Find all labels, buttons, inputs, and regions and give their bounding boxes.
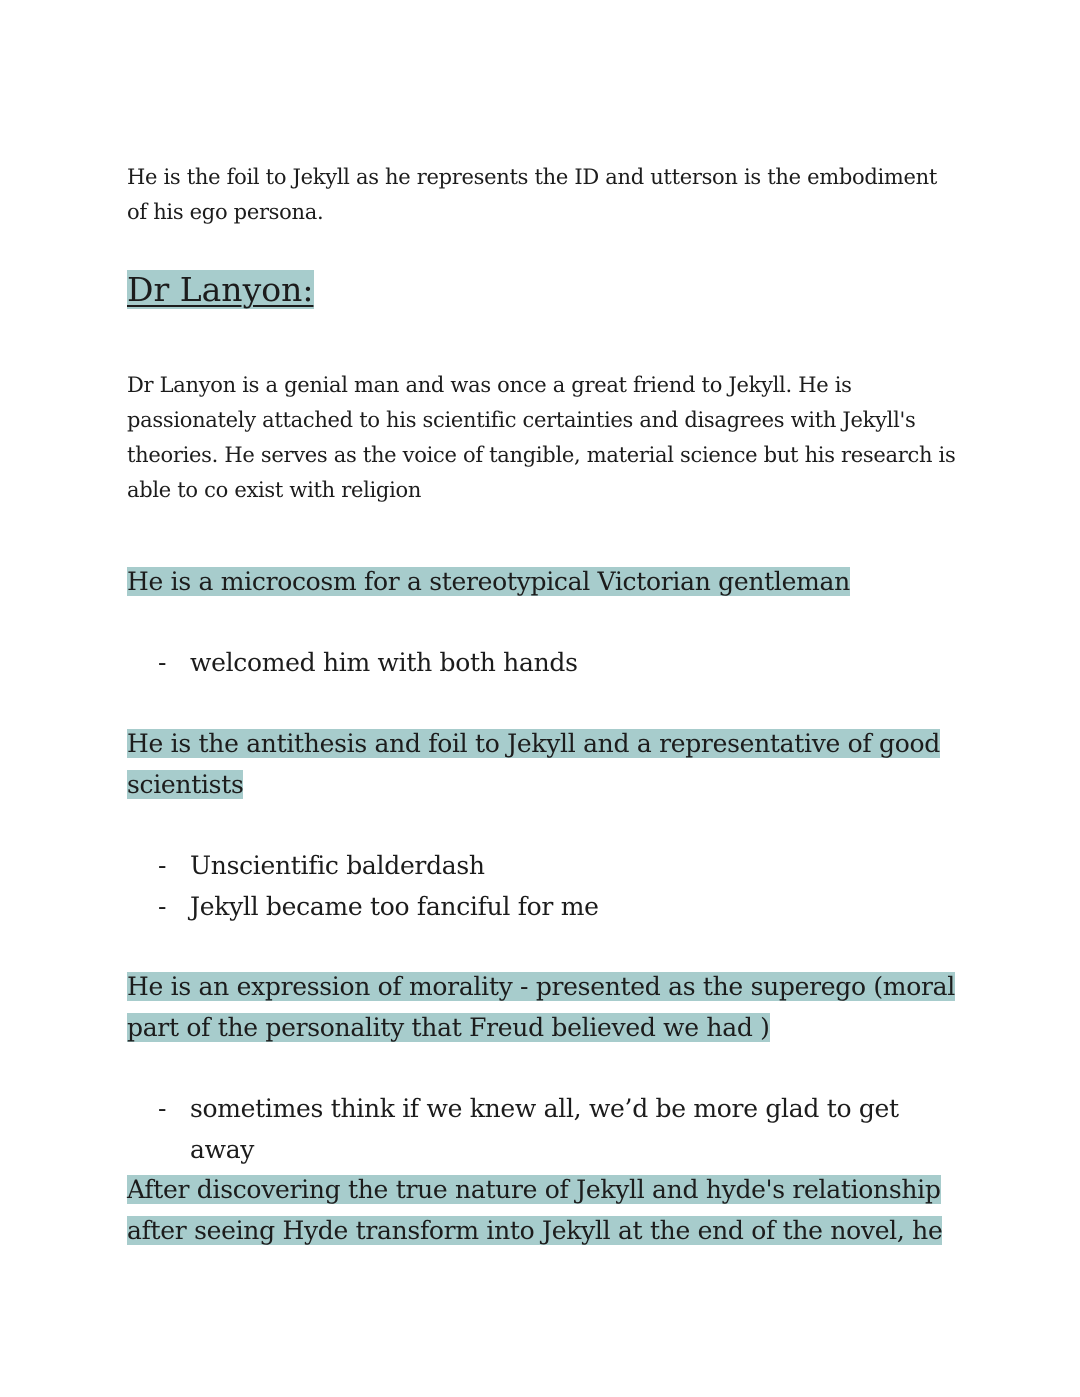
quote-text: welcomed him with both hands xyxy=(190,648,578,677)
highlighted-statement: After discovering the true nature of Jekyll and hyde's relationship after seeing Hyde transform into Jekyll at the end of the novel, he xyxy=(127,1175,943,1245)
point-statement-3 xyxy=(127,966,957,1048)
highlighted-statement: He is an expression of morality - presented as the superego (moral part of the personality that Freud believed we had ) xyxy=(127,972,955,1042)
bullet-dash: - xyxy=(158,648,167,677)
section-heading xyxy=(127,268,957,312)
quote-item xyxy=(127,886,957,927)
section-description: Dr Lanyon is a genial man and was once a great friend to Jekyll. He is passionately attached to his scientific certainties and disagrees with Jekyll's theories. He serves as the voice of tangible, material science but his research is able to co exist with religion xyxy=(127,373,956,502)
quote-list-2 xyxy=(127,845,957,927)
quote-list-1 xyxy=(127,642,957,683)
quote-list-3 xyxy=(127,1088,957,1170)
section-heading-text: Dr Lanyon: xyxy=(127,270,314,309)
highlighted-statement: He is the antithesis and foil to Jekyll and a representative of good scientists xyxy=(127,729,940,799)
intro-paragraph: He is the foil to Jekyll as he represents the ID and utterson is the embodiment of his ego persona. xyxy=(127,165,938,224)
quote-item xyxy=(127,642,957,683)
bullet-dash: - xyxy=(158,1094,167,1123)
quote-text: sometimes think if we knew all, we’d be more glad to get away xyxy=(190,1094,899,1164)
quote-item xyxy=(127,845,957,886)
highlighted-statement: He is a microcosm for a stereotypical Victorian gentleman xyxy=(127,567,850,596)
quote-text: Jekyll became too fanciful for me xyxy=(190,892,599,921)
point-statement-4 xyxy=(127,1169,957,1251)
bullet-dash: - xyxy=(158,892,167,921)
bullet-dash: - xyxy=(158,851,167,880)
quote-text: Unscientific balderdash xyxy=(190,851,485,880)
point-statement-1 xyxy=(127,561,957,602)
quote-item xyxy=(127,1088,957,1170)
point-statement-2 xyxy=(127,723,957,805)
